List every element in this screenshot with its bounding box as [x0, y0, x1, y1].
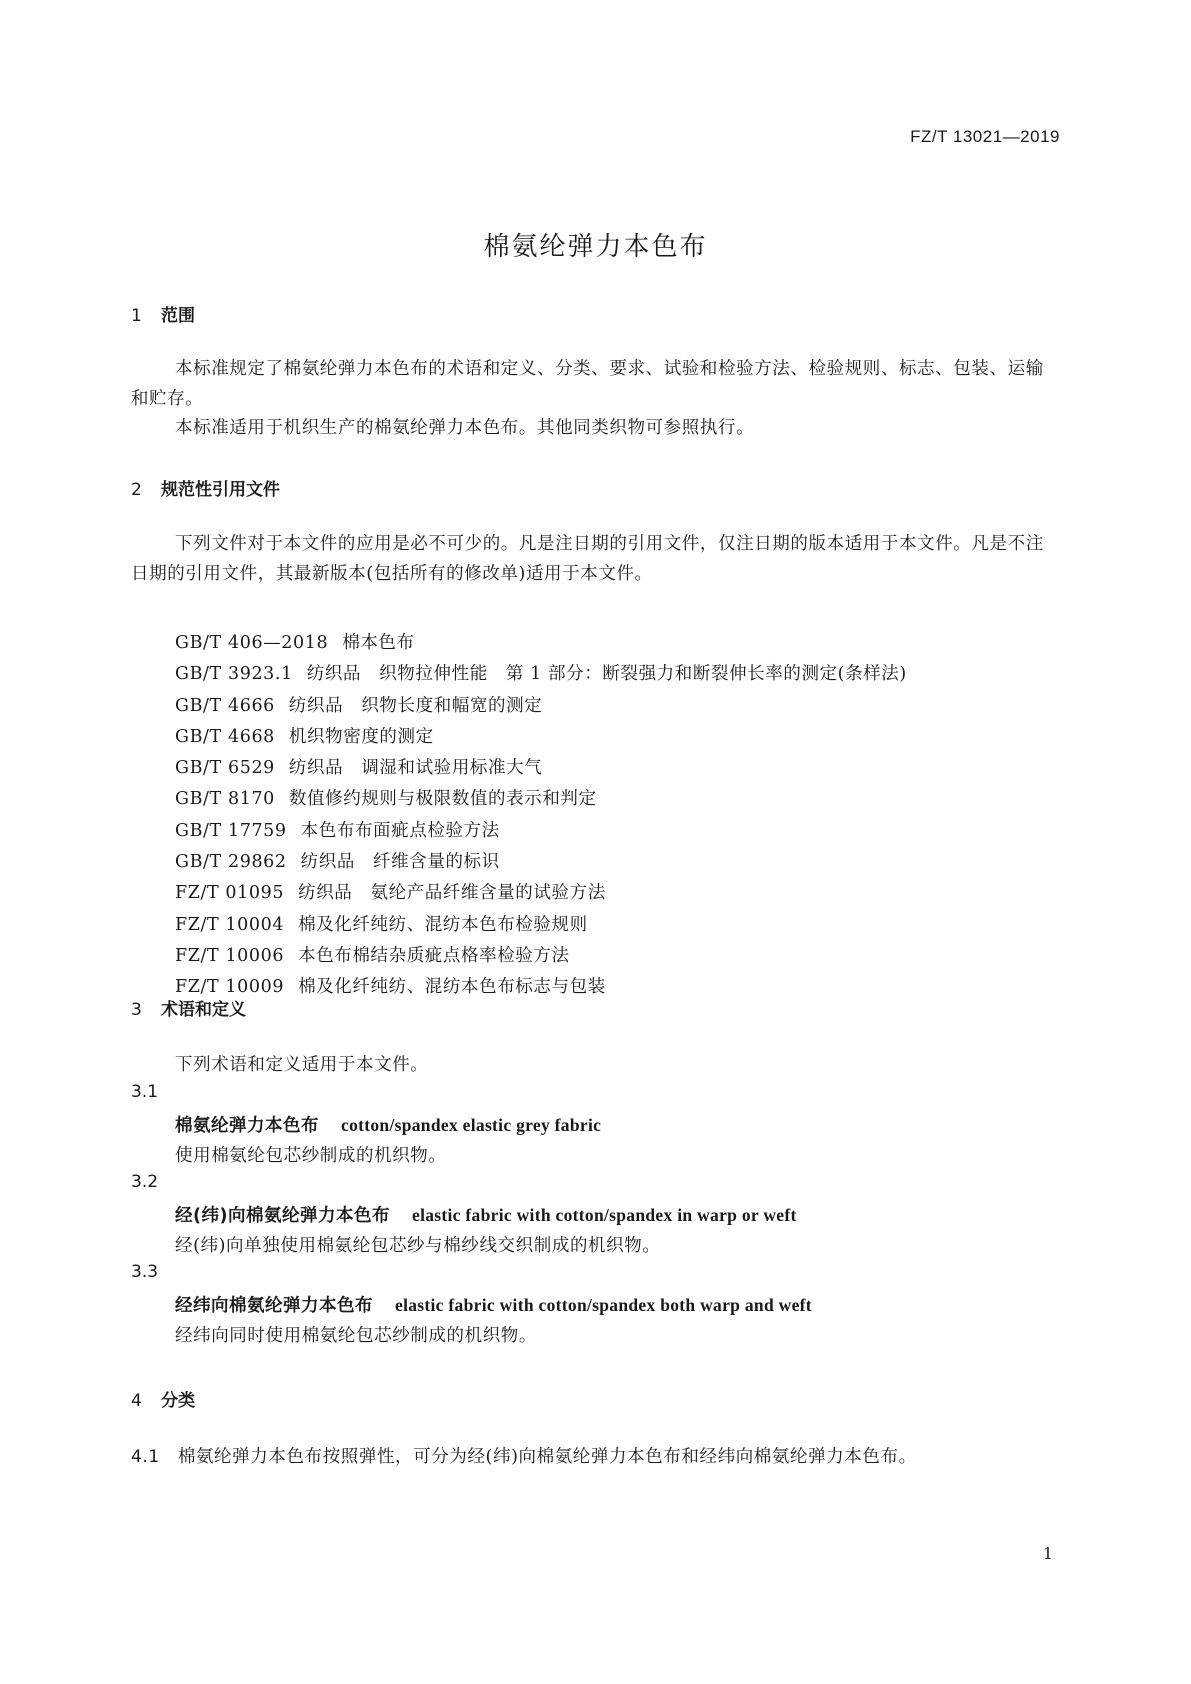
reference-title: 纺织品 织物拉伸性能 第 1 部分：断裂强力和断裂伸长率的测定(条样法)	[306, 664, 907, 685]
reference-item	[175, 848, 907, 879]
reference-code: FZ/T 10009	[175, 977, 285, 998]
term-definition: 使用棉氨纶包芯纱制成的机织物。	[175, 1146, 447, 1166]
reference-item	[175, 692, 907, 723]
normative-reference-list	[175, 629, 907, 1005]
term-heading	[175, 1112, 601, 1137]
term-definition: 经纬向同时使用棉氨纶包芯纱制成的机织物。	[175, 1326, 537, 1346]
reference-code: FZ/T 01095	[175, 883, 285, 904]
term-definition: 经(纬)向单独使用棉氨纶包芯纱与棉纱线交织制成的机织物。	[175, 1236, 661, 1256]
term-heading	[175, 1202, 797, 1227]
reference-title: 纺织品 纤维含量的标识	[300, 852, 500, 873]
reference-code: GB/T 6529	[175, 758, 275, 779]
section-3-heading	[131, 995, 246, 1020]
reference-item	[175, 817, 907, 848]
reference-code: GB/T 8170	[175, 789, 275, 810]
reference-item	[175, 973, 907, 1004]
term-english: cotton/spandex elastic grey fabric	[341, 1115, 602, 1135]
reference-title: 数值修约规则与极限数值的表示和判定	[288, 789, 597, 810]
section-title: 术语和定义	[161, 1000, 246, 1020]
section-number: 1	[131, 306, 142, 326]
reference-title: 棉及化纤纯纺、混纺本色布标志与包装	[298, 977, 606, 998]
section-number: 3	[131, 1000, 142, 1020]
term-number: 3.3	[131, 1262, 159, 1282]
clause-number: 4.1	[131, 1447, 160, 1467]
section-1-paragraph-2: 本标准适用于机织生产的棉氨纶弹力本色布。其他同类织物可参照执行。	[175, 418, 755, 438]
reference-code: FZ/T 10004	[175, 914, 285, 935]
section-title: 分类	[161, 1391, 195, 1411]
reference-item	[175, 660, 907, 691]
reference-title: 本色布棉结杂质疵点格率检验方法	[298, 945, 570, 966]
section-2-heading	[131, 475, 280, 500]
term-heading	[175, 1292, 812, 1317]
clause-4-1	[131, 1443, 917, 1468]
reference-item	[175, 942, 907, 973]
reference-item	[175, 629, 907, 660]
term-chinese: 经纬向棉氨纶弹力本色布	[175, 1296, 373, 1316]
reference-title: 棉及化纤纯纺、混纺本色布检验规则	[298, 914, 588, 935]
clause-text: 棉氨纶弹力本色布按照弹性，可分为经(纬)向棉氨纶弹力本色布和经纬向棉氨纶弹力本色布。	[177, 1447, 917, 1467]
section-number: 4	[131, 1391, 142, 1411]
section-3-intro: 下列术语和定义适用于本文件。	[175, 1055, 429, 1075]
section-title: 规范性引用文件	[161, 480, 280, 500]
reference-code: GB/T 29862	[175, 852, 287, 873]
term-chinese: 经(纬)向棉氨纶弹力本色布	[175, 1206, 390, 1226]
section-4-heading	[131, 1386, 195, 1411]
reference-title: 纺织品 调湿和试验用标准大气	[288, 758, 543, 779]
reference-code: FZ/T 10006	[175, 945, 285, 966]
section-title: 范围	[161, 306, 195, 326]
reference-item	[175, 785, 907, 816]
reference-title: 机织物密度的测定	[288, 726, 434, 747]
reference-item	[175, 879, 907, 910]
section-number: 2	[131, 480, 142, 500]
reference-item	[175, 754, 907, 785]
term-number: 3.2	[131, 1172, 159, 1192]
reference-code: GB/T 4668	[175, 726, 275, 747]
section-2-paragraph: 下列文件对于本文件的应用是必不可少的。凡是注日期的引用文件，仅注日期的版本适用于本文件。凡是不注日期的引用文件，其最新版本(包括所有的修改单)适用于本文件。	[131, 534, 1044, 584]
page-number: 1	[1042, 1544, 1053, 1563]
document-title: 棉氨纶弹力本色布	[483, 232, 708, 262]
section-1-paragraph-1: 本标准规定了棉氨纶弹力本色布的术语和定义、分类、要求、试验和检验方法、检验规则、标志、包装、运输和贮存。	[131, 359, 1044, 409]
reference-item	[175, 723, 907, 754]
reference-code: GB/T 3923.1	[175, 664, 293, 685]
term-chinese: 棉氨纶弹力本色布	[175, 1116, 319, 1136]
reference-item	[175, 911, 907, 942]
term-number: 3.1	[131, 1082, 159, 1102]
reference-code: GB/T 17759	[175, 820, 287, 841]
reference-title: 纺织品 织物长度和幅宽的测定	[288, 695, 543, 716]
reference-code: GB/T 4666	[175, 695, 275, 716]
term-english: elastic fabric with cotton/spandex both warp and weft	[395, 1295, 812, 1315]
reference-code: GB/T 406—2018	[175, 633, 329, 653]
term-english: elastic fabric with cotton/spandex in warp or weft	[412, 1205, 797, 1225]
reference-title: 纺织品 氨纶产品纤维含量的试验方法	[298, 883, 606, 904]
standard-code: FZ/T 13021—2019	[910, 127, 1060, 146]
section-1-heading	[131, 301, 195, 326]
reference-title: 棉本色布	[342, 633, 415, 653]
reference-title: 本色布布面疵点检验方法	[300, 820, 500, 841]
